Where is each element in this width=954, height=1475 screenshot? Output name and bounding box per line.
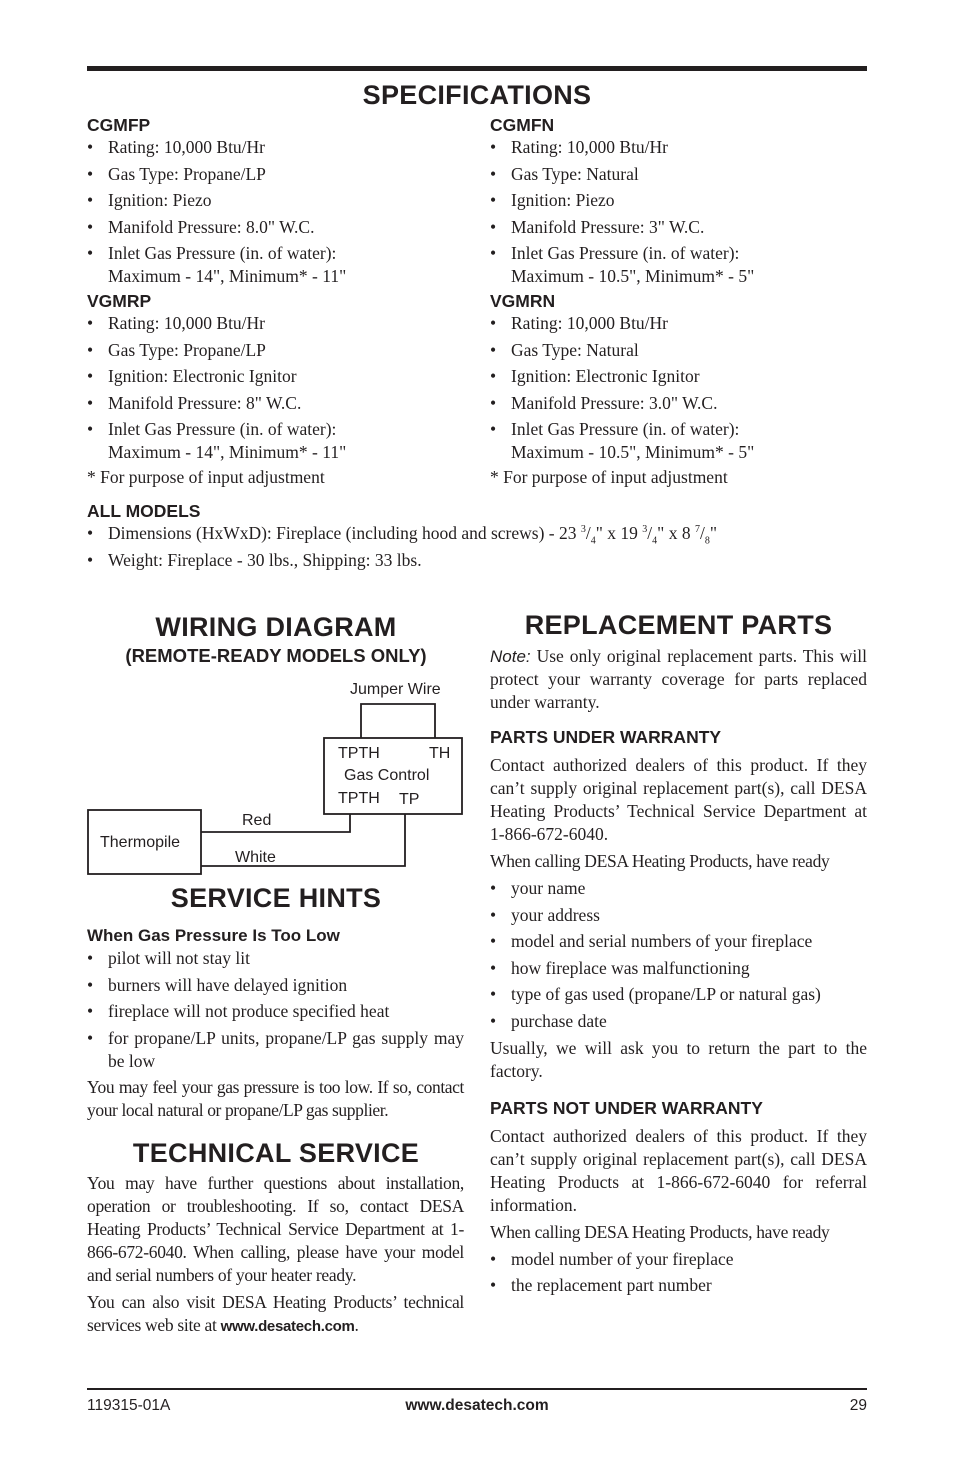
all-models-list xyxy=(87,522,867,572)
white-label: White xyxy=(235,849,276,866)
wiring-diagram xyxy=(87,675,465,880)
list-item: • Manifold Pressure: 3.0" W.C. xyxy=(490,392,870,415)
list-item: • Manifold Pressure: 3" W.C. xyxy=(490,216,870,239)
inlet-line-2: Maximum - 14", Minimum* - 11" xyxy=(108,266,347,287)
specifications-title: SPECIFICATIONS xyxy=(362,80,592,110)
list-item: • model and serial numbers of your fireplace xyxy=(490,930,867,953)
list-item: • Gas Type: Natural xyxy=(490,163,870,186)
parts-not-under-warranty-list xyxy=(490,1248,867,1298)
list-item xyxy=(490,418,870,464)
list-item: • type of gas used (propane/LP or natural gas) xyxy=(490,983,867,1006)
parts-under-warranty-list xyxy=(490,877,867,1033)
list-item: • Rating: 10,000 Btu/Hr xyxy=(490,312,870,335)
wiring-diagram-subtitle: (REMOTE-READY MODELS ONLY) xyxy=(125,645,427,666)
list-item: • Gas Type: Natural xyxy=(490,339,870,362)
replacement-note: Note: Use only original replacement parts. This will protect your warranty coverage for parts replaced under warranty. xyxy=(490,646,867,712)
red-label: Red xyxy=(242,812,272,829)
top-rule xyxy=(87,66,867,71)
spec-column-right xyxy=(490,114,870,489)
all-models-section xyxy=(87,500,867,575)
service-hints-list xyxy=(87,947,464,1073)
parts-not-under-warranty-heading: PARTS NOT UNDER WARRANTY xyxy=(490,1097,763,1118)
replacement-parts-section xyxy=(490,645,867,1301)
tp-label: TP xyxy=(399,791,420,808)
footer-website[interactable]: www.desatech.com xyxy=(405,1397,549,1414)
footer-rule xyxy=(87,1388,867,1390)
technical-service-title: TECHNICAL SERVICE xyxy=(132,1138,420,1168)
inlet-line-2: Maximum - 14", Minimum* - 11" xyxy=(108,442,347,463)
list-item: • fireplace will not produce specified heat xyxy=(87,1000,464,1023)
technical-service-text: You may have further questions about installation, operation or troubleshooting. If so, contact DESA Heating Products’ Technical Service Department at 1-866-672-6040. When calling, please have your model and serial numbers of your heater ready. xyxy=(87,1173,464,1285)
list-item: • Rating: 10,000 Btu/Hr xyxy=(87,312,467,335)
list-item xyxy=(490,242,870,288)
gas-control-label: Gas Control xyxy=(344,767,430,784)
red-wire xyxy=(201,814,350,832)
note-label: Note: xyxy=(490,647,531,666)
vgmrp-list xyxy=(87,312,467,464)
return-part-text: Usually, we will ask you to return the part to the factory. xyxy=(490,1037,867,1081)
list-item: • Ignition: Electronic Ignitor xyxy=(490,365,870,388)
white-wire xyxy=(201,814,405,866)
service-hints-subheading: When Gas Pressure Is Too Low xyxy=(87,926,340,945)
list-item: • Gas Type: Propane/LP xyxy=(87,163,467,186)
inlet-line-1: Inlet Gas Pressure (in. of water): xyxy=(108,419,337,440)
list-item: • how fireplace was malfunctioning xyxy=(490,957,867,980)
thermopile-label: Thermopile xyxy=(100,834,181,851)
vgmrn-heading: VGMRN xyxy=(490,290,556,311)
list-item: • purchase date xyxy=(490,1010,867,1033)
weight-item: • Weight: Fireplace - 30 lbs., Shipping: 33 lbs. xyxy=(87,549,867,572)
inlet-line-2: Maximum - 10.5", Minimum* - 5" xyxy=(511,442,755,463)
list-item: • model number of your fireplace xyxy=(490,1248,867,1271)
parts-under-warranty-text: Contact authorized dealers of this product. If they can’t supply original replacement part(s), call DESA Heating Products’ Technical Service Department at 1-866-672-6040. xyxy=(490,755,867,844)
wiring-diagram-title: WIRING DIAGRAM xyxy=(155,612,397,642)
list-item: • Rating: 10,000 Btu/Hr xyxy=(87,136,467,159)
parts-under-warranty-heading: PARTS UNDER WARRANTY xyxy=(490,727,722,747)
technical-service-web: You can also visit DESA Heating Products’ technical services web site at www.desatech.com. xyxy=(87,1292,464,1335)
service-hints-text: You may feel your gas pressure is too low. If so, contact your local natural or propane/LP gas supplier. xyxy=(87,1077,464,1121)
list-item: • Ignition: Electronic Ignitor xyxy=(87,365,467,388)
service-hints-title: SERVICE HINTS xyxy=(170,883,382,913)
list-item: • Ignition: Piezo xyxy=(490,189,870,212)
spec-column-left xyxy=(87,114,467,489)
page-number: 29 xyxy=(849,1397,867,1414)
tpth-top-label: TPTH xyxy=(338,745,380,762)
technical-service-section xyxy=(87,1172,464,1338)
have-ready-text: When calling DESA Heating Products, have ready xyxy=(490,1221,830,1242)
inlet-line-2: Maximum - 10.5", Minimum* - 5" xyxy=(511,266,755,287)
cgmfn-heading: CGMFN xyxy=(490,115,555,135)
list-item: • Ignition: Piezo xyxy=(87,189,467,212)
list-item: • for propane/LP units, propane/LP gas supply may be low xyxy=(87,1027,464,1073)
document-number: 119315-01A xyxy=(87,1397,171,1414)
footnote: * For purpose of input adjustment xyxy=(87,466,325,487)
tpth-bottom-label: TPTH xyxy=(338,790,380,807)
list-item xyxy=(87,242,467,288)
footnote: * For purpose of input adjustment xyxy=(490,466,728,487)
list-item xyxy=(87,418,467,464)
have-ready-text: When calling DESA Heating Products, have ready xyxy=(490,851,830,871)
inlet-line-1: Inlet Gas Pressure (in. of water): xyxy=(511,419,740,440)
list-item: • Gas Type: Propane/LP xyxy=(87,339,467,362)
replacement-parts-title: REPLACEMENT PARTS xyxy=(524,610,833,640)
cgmfp-list xyxy=(87,136,467,288)
list-item: • Manifold Pressure: 8.0" W.C. xyxy=(87,216,467,239)
list-item: • your address xyxy=(490,904,867,927)
vgmrp-heading: VGMRP xyxy=(87,290,152,311)
vgmrn-list xyxy=(490,312,870,464)
jumper-wire xyxy=(361,704,435,738)
website-link[interactable]: www.desatech.com xyxy=(220,1318,355,1335)
list-item: • Rating: 10,000 Btu/Hr xyxy=(490,136,870,159)
cgmfp-heading: CGMFP xyxy=(87,115,151,135)
th-label: TH xyxy=(429,745,451,762)
parts-not-under-warranty-text: Contact authorized dealers of this product. If they can’t supply original replacement part(s), call DESA Heating Products at 1-866-672-6040 for referral information. xyxy=(490,1125,867,1215)
service-hints-section xyxy=(87,925,464,1122)
list-item: • pilot will not stay lit xyxy=(87,947,464,970)
cgmfn-list xyxy=(490,136,870,288)
list-item: • burners will have delayed ignition xyxy=(87,974,464,997)
list-item: • the replacement part number xyxy=(490,1274,867,1297)
dimensions-item: • Dimensions (HxWxD): Fireplace (including hood and screws) - 23 $^3/_4$" x 19 $^3/_4$" x 8 $^7/_8$" xyxy=(87,522,867,545)
jumper-wire-label: Jumper Wire xyxy=(350,681,441,698)
all-models-heading: ALL MODELS xyxy=(87,501,201,521)
list-item: • Manifold Pressure: 8" W.C. xyxy=(87,392,467,415)
list-item: • your name xyxy=(490,877,867,900)
inlet-line-1: Inlet Gas Pressure (in. of water): xyxy=(511,243,740,264)
inlet-line-1: Inlet Gas Pressure (in. of water): xyxy=(108,243,337,264)
